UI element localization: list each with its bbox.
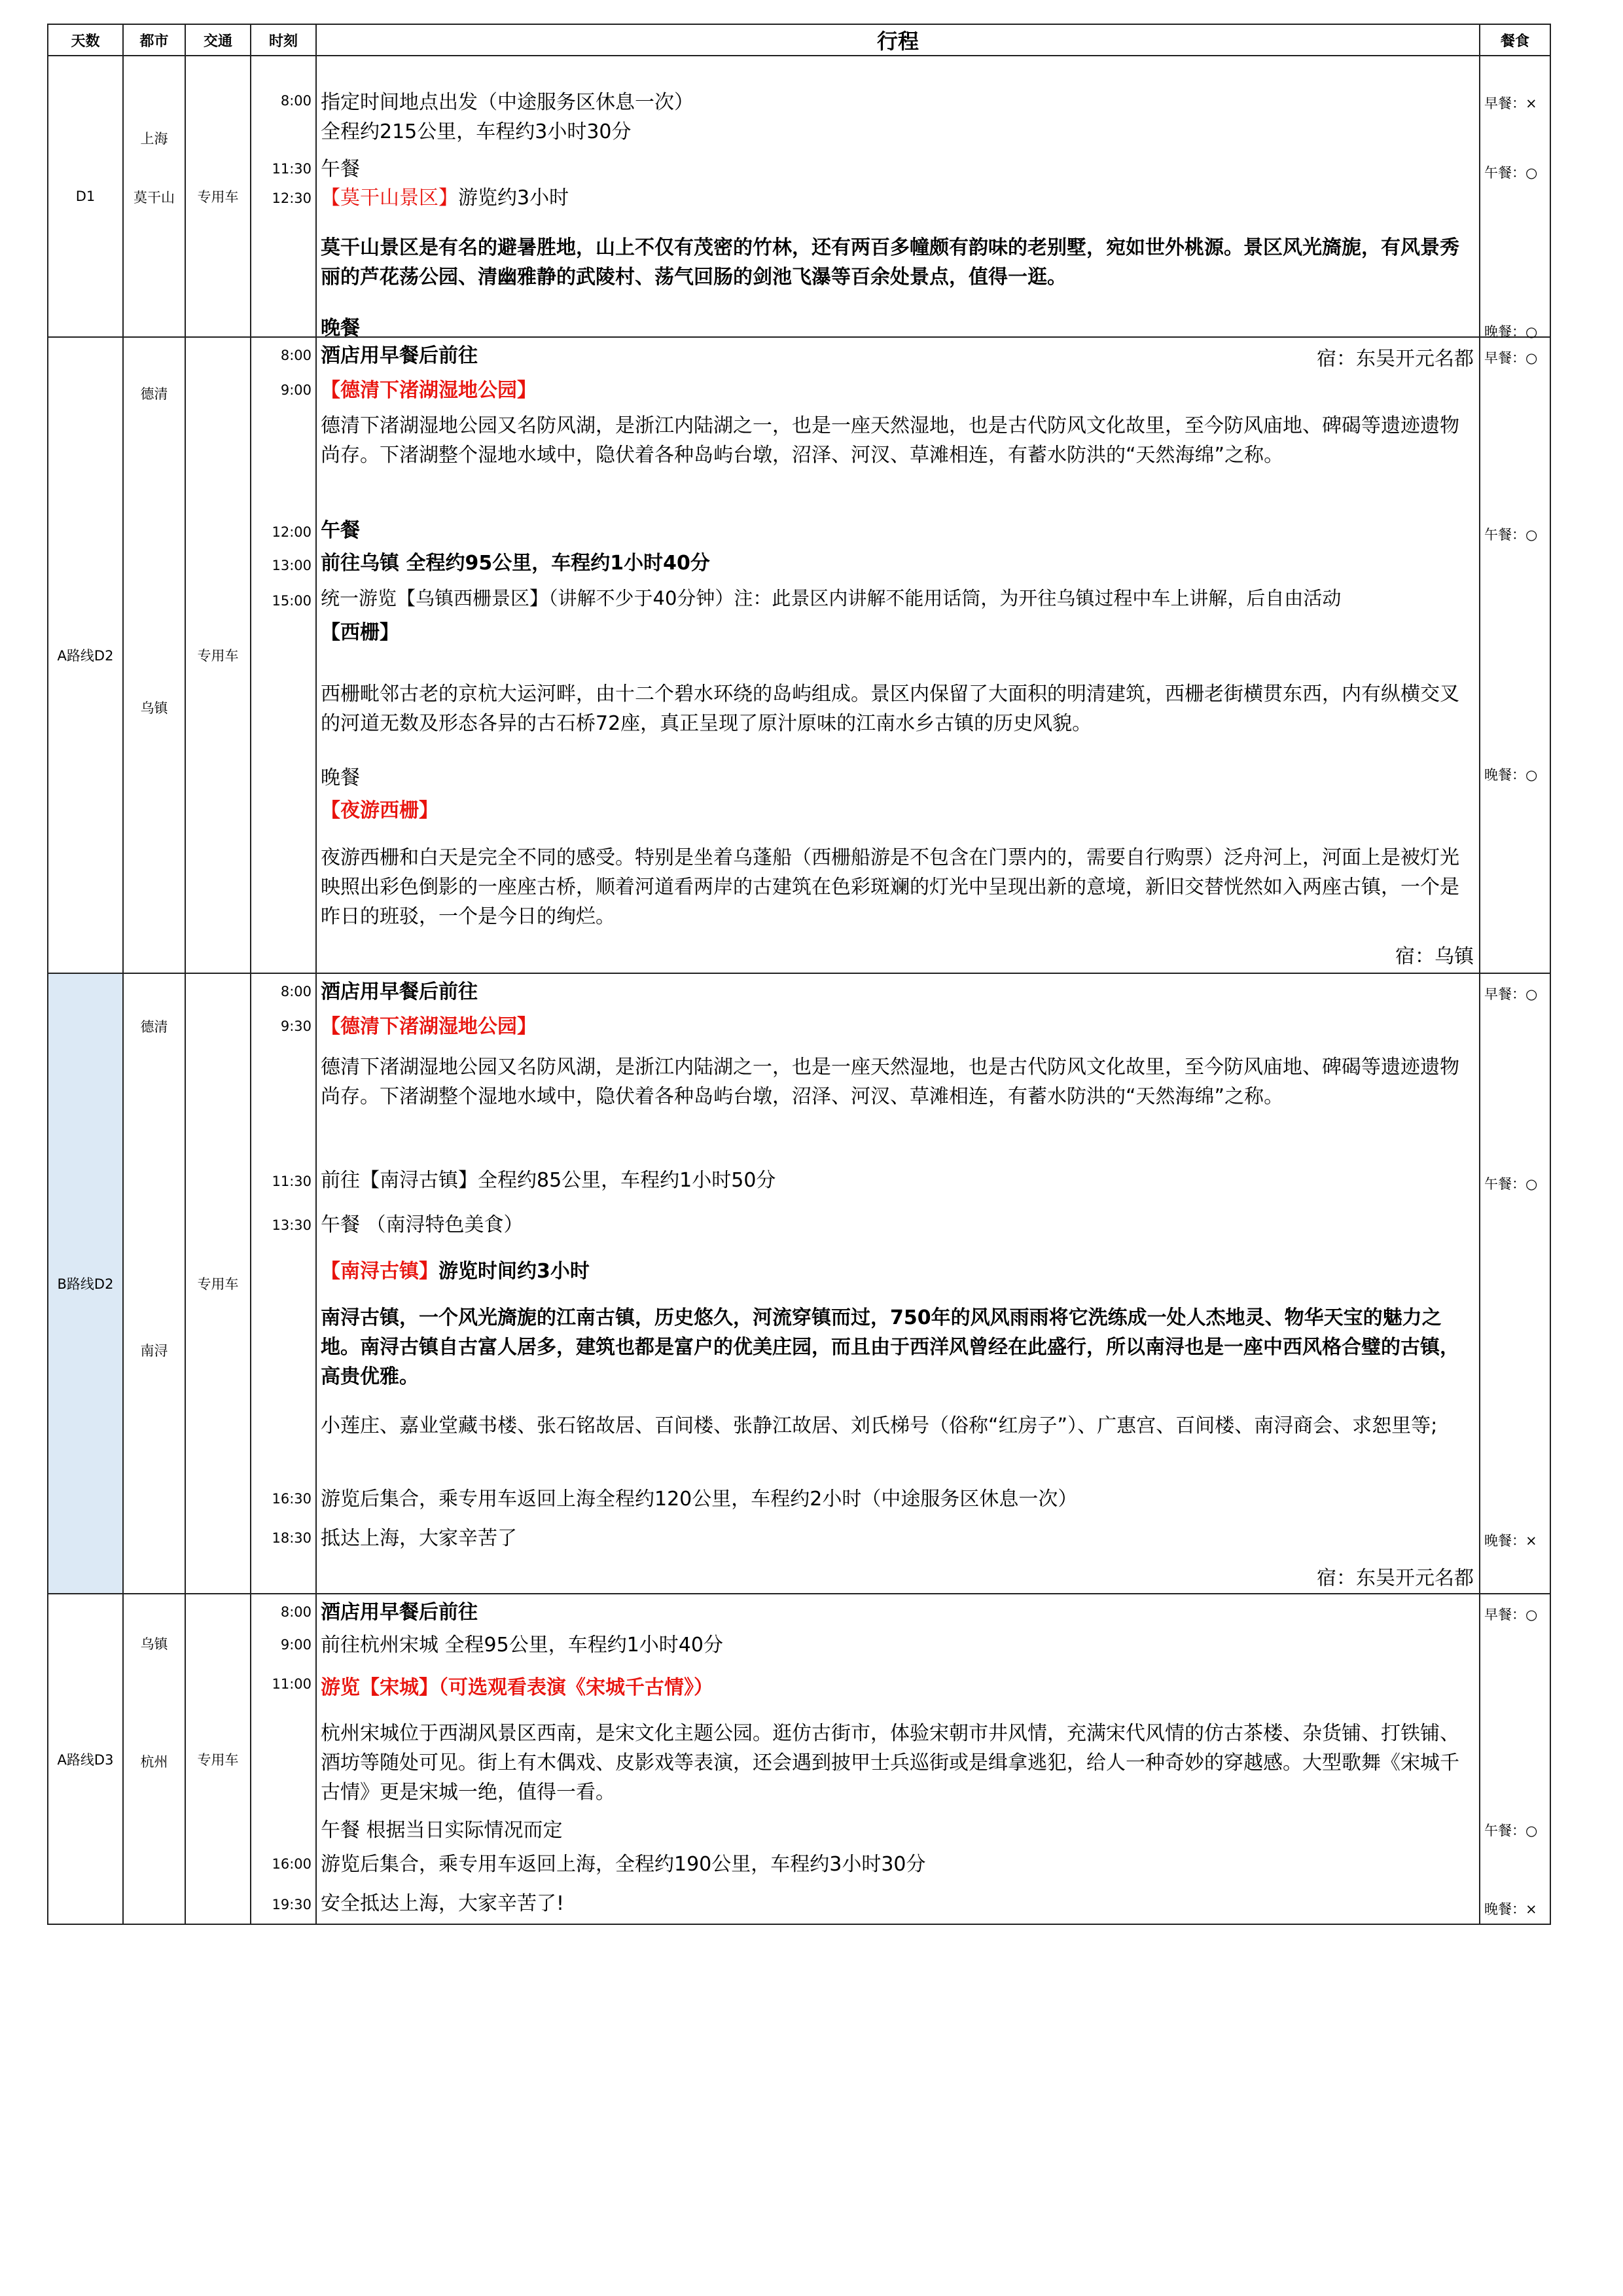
city-cell bbox=[123, 973, 185, 1594]
day-cell: A路线D2 bbox=[48, 337, 123, 973]
time-label: 13:30 bbox=[272, 1217, 312, 1233]
day-cell: A路线D3 bbox=[48, 1594, 123, 1924]
header-transport: 交通 bbox=[185, 24, 251, 56]
city-label: 莫干山 bbox=[134, 190, 175, 206]
day-cell: D1 bbox=[48, 56, 123, 337]
header-time: 时刻 bbox=[251, 24, 316, 56]
spot-description: 夜游西栅和白天是完全不同的感受。特别是坐着乌蓬船（西栅船游是不包含在门票内的，需要自行购票）泛舟河上，河面上是被灯光映照出彩色倒影的一座座古桥，顺着河道看两岸的古建筑在色彩斑斓的灯光中呈现出新的意境，新旧交替恍然如入两座古镇，一个是昨日的班驳，一个是今日的绚烂。 bbox=[321, 846, 1459, 928]
header-itinerary: 行程 bbox=[316, 24, 1480, 56]
time-label: 11:30 bbox=[272, 1174, 312, 1189]
header-day: 天数 bbox=[48, 24, 123, 56]
time-label: 13:00 bbox=[272, 558, 312, 573]
itinerary-line bbox=[321, 183, 1474, 213]
itinerary-table bbox=[47, 24, 1551, 1925]
spot-name: 游览【宋城】（可选观看表演《宋城千古情》） bbox=[321, 1676, 713, 1699]
spot-name: 【德清下渚湖湿地公园】 bbox=[321, 1015, 537, 1038]
time-label: 11:30 bbox=[272, 161, 312, 177]
meal-label: 午餐：○ bbox=[1484, 1823, 1538, 1839]
day-cell: B路线D2 bbox=[48, 973, 123, 1594]
row-b-d2 bbox=[48, 973, 1550, 1594]
itinerary-line: 游览后集合，乘专用车返回上海全程约120公里，车程约2小时（中途服务区休息一次） bbox=[321, 1488, 1078, 1511]
city-cell bbox=[123, 337, 185, 973]
meal-label: 午餐：○ bbox=[1484, 527, 1538, 543]
row-a-d2 bbox=[48, 337, 1550, 973]
city-label: 德清 bbox=[140, 1019, 168, 1035]
itinerary-sheet bbox=[47, 24, 1550, 1925]
spot-description: 杭州宋城位于西湖风景区西南，是宋文化主题公园。逛仿古街市，体验宋朝市井风情，充满宋代风情的仿古茶楼、杂货铺、打铁铺、酒坊等随处可见。街上有木偶戏、皮影戏等表演，还会遇到披甲士兵巡街或是缉拿逃犯，给人一种奇妙的穿越感。大型歌舞《宋城千古情》更是宋城一绝，值得一看。 bbox=[321, 1722, 1459, 1804]
meal-label: 早餐：○ bbox=[1484, 1607, 1538, 1623]
itinerary-line: 全程约215公里，车程约3小时30分 bbox=[321, 120, 632, 143]
time-cell bbox=[251, 56, 316, 337]
stay-label: 宿：乌镇 bbox=[1395, 945, 1474, 968]
itinerary-line: 统一游览【乌镇西栅景区】（讲解不少于40分钟）注：此景区内讲解不能用话筒，为开往乌镇过程中车上讲解，后自由活动 bbox=[321, 587, 1342, 609]
city-cell bbox=[123, 1594, 185, 1924]
itinerary-line: 午餐 bbox=[321, 158, 360, 181]
time-label: 12:00 bbox=[272, 524, 312, 540]
dinner-label: 晚餐 bbox=[321, 766, 360, 789]
time-label: 12:30 bbox=[272, 190, 312, 206]
meal-cell bbox=[1480, 337, 1550, 973]
transport-cell: 专用车 bbox=[185, 973, 251, 1594]
itinerary-line: 前往杭州宋城 全程95公里，车程约1小时40分 bbox=[321, 1634, 723, 1657]
meal-cell bbox=[1480, 1594, 1550, 1924]
header-meal: 餐食 bbox=[1480, 24, 1550, 56]
spot-name: 【西栅】 bbox=[321, 621, 399, 644]
meal-label: 早餐：× bbox=[1484, 96, 1537, 111]
itinerary-cell bbox=[316, 337, 1480, 973]
transport-cell: 专用车 bbox=[185, 1594, 251, 1924]
meal-label: 晚餐：○ bbox=[1484, 767, 1538, 783]
meal-label: 午餐：○ bbox=[1484, 165, 1538, 181]
itinerary-line: 指定时间地点出发（中途服务区休息一次） bbox=[321, 91, 694, 114]
city-label: 德清 bbox=[140, 386, 168, 402]
meal-label: 晚餐：× bbox=[1484, 1901, 1537, 1917]
itinerary-line: 酒店用早餐后前往 bbox=[321, 1601, 478, 1624]
meal-label: 早餐：○ bbox=[1484, 986, 1538, 1002]
city-label: 上海 bbox=[140, 131, 168, 147]
itinerary-line bbox=[321, 1257, 1474, 1286]
time-label: 16:00 bbox=[272, 1856, 312, 1872]
time-label: 9:00 bbox=[280, 1637, 312, 1653]
itinerary-line: 酒店用早餐后前往 bbox=[321, 344, 478, 367]
time-label: 9:30 bbox=[280, 1018, 312, 1034]
dinner-label: 晚餐 bbox=[321, 317, 360, 340]
spot-duration: 游览时间约3小时 bbox=[438, 1260, 590, 1283]
itinerary-line: 抵达上海，大家辛苦了 bbox=[321, 1527, 517, 1550]
stay-label: 宿：东吴开元名都 bbox=[1317, 348, 1474, 370]
header-city: 都市 bbox=[123, 24, 185, 56]
transport-cell: 专用车 bbox=[185, 337, 251, 973]
time-label: 16:30 bbox=[272, 1491, 312, 1507]
time-label: 9:00 bbox=[280, 382, 312, 398]
meal-label: 晚餐：○ bbox=[1484, 324, 1538, 340]
spot-name: 【莫干山景区】 bbox=[321, 187, 458, 209]
spot-description: 德清下渚湖湿地公园又名防风湖，是浙江内陆湖之一，也是一座天然湿地，也是古代防风文化故里，至今防风庙地、碑碣等遗迹遗物尚存。下渚湖整个湿地水域中，隐伏着各种岛屿台墩，沼泽、河汊、草滩相连，有蓄水防洪的“天然海绵”之称。 bbox=[321, 1056, 1459, 1108]
time-label: 8:00 bbox=[280, 93, 312, 109]
time-label: 19:30 bbox=[272, 1897, 312, 1912]
meal-label: 晚餐：× bbox=[1484, 1533, 1537, 1549]
spot-name: 【德清下渚湖湿地公园】 bbox=[321, 379, 537, 402]
lunch-label: 午餐 根据当日实际情况而定 bbox=[321, 1819, 563, 1842]
itinerary-cell bbox=[316, 1594, 1480, 1924]
time-cell bbox=[251, 1594, 316, 1924]
time-label: 8:00 bbox=[280, 984, 312, 999]
city-label: 杭州 bbox=[140, 1754, 168, 1770]
spot-name: 【南浔古镇】 bbox=[321, 1260, 438, 1283]
time-label: 18:30 bbox=[272, 1530, 312, 1546]
lunch-label: 午餐 bbox=[321, 519, 360, 542]
spot-list: 小莲庄、嘉业堂藏书楼、张石铭故居、百间楼、张静江故居、刘氏梯号（俗称“红房子”）、广惠宫、百间楼、南浔商会、求恕里等; bbox=[321, 1414, 1438, 1437]
spot-duration: 游览约3小时 bbox=[458, 187, 569, 209]
city-label: 乌镇 bbox=[140, 1636, 168, 1652]
row-d1 bbox=[48, 56, 1550, 337]
stay-label: 宿：东吴开元名都 bbox=[1317, 1567, 1474, 1590]
meal-cell bbox=[1480, 973, 1550, 1594]
itinerary-line: 酒店用早餐后前往 bbox=[321, 980, 478, 1003]
meal-label: 早餐：○ bbox=[1484, 350, 1538, 366]
row-a-d3 bbox=[48, 1594, 1550, 1924]
city-label: 乌镇 bbox=[140, 700, 168, 716]
time-label: 15:00 bbox=[272, 593, 312, 609]
spot-description: 西栅毗邻古老的京杭大运河畔，由十二个碧水环绕的岛屿组成。景区内保留了大面积的明清建筑，西栅老街横贯东西，内有纵横交叉的河道无数及形态各异的古石桥72座，真正呈现了原汁原味的江南水乡古镇的历史风貌。 bbox=[321, 683, 1459, 735]
spot-description: 德清下渚湖湿地公园又名防风湖，是浙江内陆湖之一，也是一座天然湿地，也是古代防风文化故里，至今防风庙地、碑碣等遗迹遗物尚存。下渚湖整个湿地水域中，隐伏着各种岛屿台墩，沼泽、河汊、草滩相连，有蓄水防洪的“天然海绵”之称。 bbox=[321, 414, 1459, 467]
spot-description: 莫干山景区是有名的避暑胜地，山上不仅有茂密的竹林，还有两百多幢颇有韵味的老别墅，宛如世外桃源。景区风光旖旎，有风景秀丽的芦花荡公园、清幽雅静的武陵村、荡气回肠的剑池飞瀑等百余处景点，值得一逛。 bbox=[321, 236, 1459, 289]
itinerary-line: 安全抵达上海，大家辛苦了! bbox=[321, 1892, 565, 1915]
itinerary-line: 前往【南浔古镇】全程约85公里，车程约1小时50分 bbox=[321, 1169, 776, 1192]
transport-cell: 专用车 bbox=[185, 56, 251, 337]
time-cell bbox=[251, 973, 316, 1594]
lunch-label: 午餐 （南浔特色美食） bbox=[321, 1213, 524, 1236]
meal-label: 午餐：○ bbox=[1484, 1176, 1538, 1192]
time-label: 8:00 bbox=[280, 1604, 312, 1620]
itinerary-cell bbox=[316, 973, 1480, 1594]
time-label: 11:00 bbox=[272, 1676, 312, 1692]
city-label: 南浔 bbox=[140, 1343, 168, 1359]
time-cell bbox=[251, 337, 316, 973]
time-label: 8:00 bbox=[280, 348, 312, 363]
header-row bbox=[48, 24, 1550, 56]
itinerary-line: 前往乌镇 全程约95公里，车程约1小时40分 bbox=[321, 552, 710, 575]
city-cell bbox=[123, 56, 185, 337]
meal-cell bbox=[1480, 56, 1550, 340]
itinerary-line: 游览后集合，乘专用车返回上海，全程约190公里，车程约3小时30分 bbox=[321, 1853, 926, 1876]
spot-description: 南浔古镇，一个风光旖旎的江南古镇，历史悠久，河流穿镇而过，750年的风风雨雨将它洗练成一处人杰地灵、物华天宝的魅力之地。南浔古镇自古富人居多，建筑也都是富户的优美庄园，而且由于西洋风曾经在此盛行，所以南浔也是一座中西风格合璧的古镇，高贵优雅。 bbox=[321, 1306, 1459, 1388]
spot-name: 【夜游西栅】 bbox=[321, 799, 438, 822]
